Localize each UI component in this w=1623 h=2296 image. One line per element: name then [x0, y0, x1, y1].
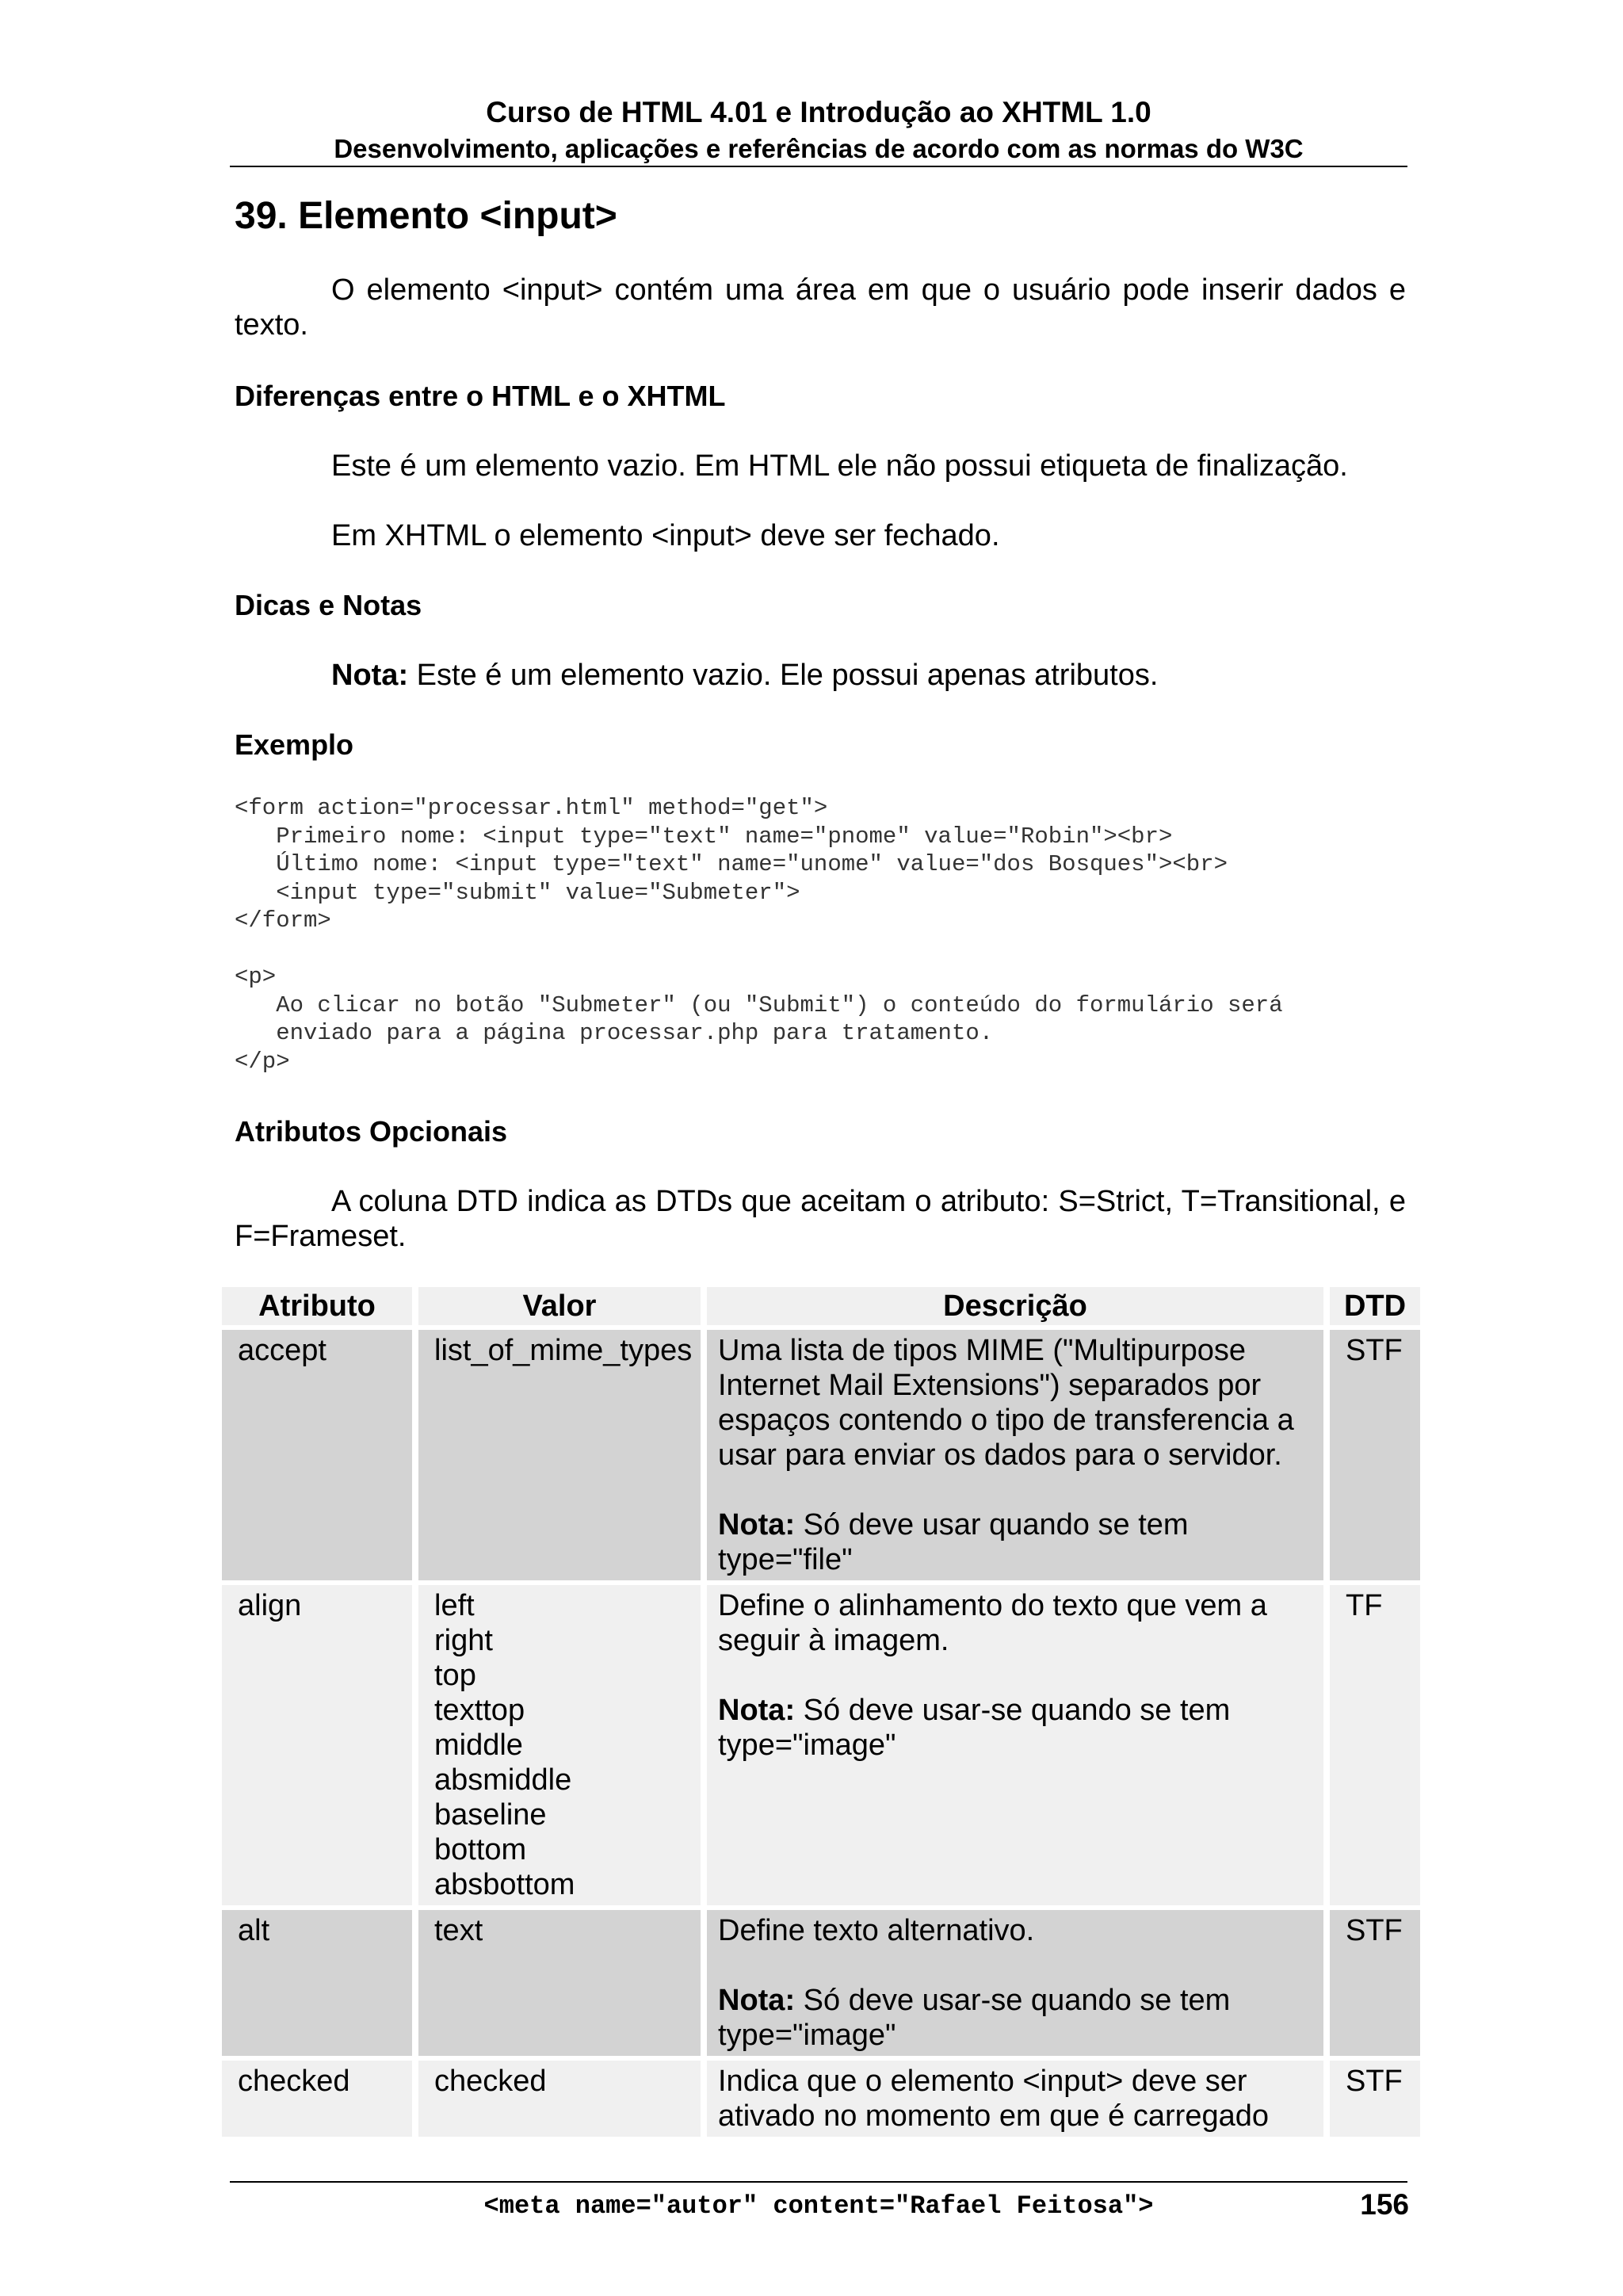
section-title: 39. Elemento <input>: [235, 195, 617, 237]
table-header-row: [222, 1287, 1420, 1325]
value-cell: checked: [418, 2061, 701, 2137]
table-row: [222, 2061, 1420, 2137]
intro-text: O elemento <input> contém uma área em que o usuário pode inserir dados e texto.: [235, 273, 1406, 342]
header-title: Curso de HTML 4.01 e Introdução ao XHTML 1.0: [486, 96, 1151, 128]
dtd-cell: TF: [1330, 1585, 1420, 1905]
optional-intro-paragraph: [235, 1184, 1406, 1254]
table-row: [222, 1330, 1420, 1580]
page-header: [230, 94, 1407, 166]
value-cell: left right top texttop middle absmiddle baseline bottom absbottom: [418, 1585, 701, 1905]
intro-paragraph: [235, 273, 1406, 342]
header-divider: [230, 166, 1407, 167]
description-cell: [707, 1910, 1323, 2056]
description-cell: [707, 1585, 1323, 1905]
description-text: Define o alinhamento do texto que vem a seguir à imagem.: [718, 1589, 1276, 1657]
description-cell: [707, 1330, 1323, 1580]
optional-intro-text: A coluna DTD indica as DTDs que aceitam o atributo: S=Strict, T=Transitional, e F=Frameset.: [235, 1185, 1406, 1253]
column-header-dtd: DTD: [1330, 1287, 1420, 1325]
dtd-cell: STF: [1330, 2061, 1420, 2137]
note-text: Só deve usar-se quando se tem type="image": [718, 1694, 1239, 1762]
note-text: Só deve usar-se quando se tem type="image": [718, 1984, 1239, 2052]
description-cell: Indica que o elemento <input> deve ser ativado no momento em que é carregado: [707, 2061, 1323, 2137]
footer-divider: [230, 2181, 1407, 2183]
differences-line-1: Este é um elemento vazio. Em HTML ele não possui etiqueta de finalização.: [331, 449, 1348, 483]
example-code-block: <form action="processar.html" method="get"> Primeiro nome: <input type="text" name="pnome" value="Robin"><br> Último nome: <input type="text" name="unome" value="dos Bosques"><br> <input type="submit" value="Submeter"> </form> <p> Ao clicar no botão "Submeter" (ou "Submit") o conteúdo do formulário será enviado para a página processar.php para tratamento. </p>: [235, 795, 1283, 1075]
attributes-table: [216, 1282, 1426, 2141]
tips-note-label: Nota:: [331, 659, 409, 692]
header-subtitle: Desenvolvimento, aplicações e referências de acordo com as normas do W3C: [334, 134, 1304, 163]
attribute-cell: align: [222, 1585, 412, 1905]
note-label: Nota:: [718, 1984, 796, 2017]
table-row: [222, 1585, 1420, 1905]
table-row: [222, 1910, 1420, 2056]
tips-note-text: Este é um elemento vazio. Ele possui apenas atributos.: [408, 659, 1159, 692]
column-header-attribute: Atributo: [222, 1287, 412, 1325]
page-number: 156: [1360, 2188, 1409, 2221]
note-text: Só deve usar quando se tem type="file": [718, 1508, 1197, 1576]
example-heading: Exemplo: [235, 728, 354, 761]
differences-heading: Diferenças entre o HTML e o XHTML: [235, 380, 726, 412]
attribute-cell: alt: [222, 1910, 412, 2056]
tips-heading: Dicas e Notas: [235, 589, 422, 621]
dtd-cell: STF: [1330, 1330, 1420, 1580]
column-header-description: Descrição: [707, 1287, 1323, 1325]
differences-line-2: Em XHTML o elemento <input> deve ser fechado.: [331, 519, 1000, 552]
attribute-cell: checked: [222, 2061, 412, 2137]
attribute-cell: accept: [222, 1330, 412, 1580]
value-cell: text: [418, 1910, 701, 2056]
value-cell: list_of_mime_types: [418, 1330, 701, 1580]
note-label: Nota:: [718, 1508, 796, 1541]
description-text: Uma lista de tipos MIME ("Multipurpose Internet Mail Extensions") separados por espaços contendo o tipo de transferencia a usar para enviar os dados para o servidor.: [718, 1334, 1303, 1472]
tips-note: [331, 658, 1409, 693]
note-label: Nota:: [718, 1694, 796, 1727]
description-text: Define texto alternativo.: [718, 1914, 1035, 1947]
footer-meta-text: <meta name="autor" content="Rafael Feitosa">: [483, 2191, 1154, 2221]
column-header-value: Valor: [418, 1287, 701, 1325]
dtd-cell: STF: [1330, 1910, 1420, 2056]
optional-attributes-heading: Atributos Opcionais: [235, 1115, 508, 1148]
